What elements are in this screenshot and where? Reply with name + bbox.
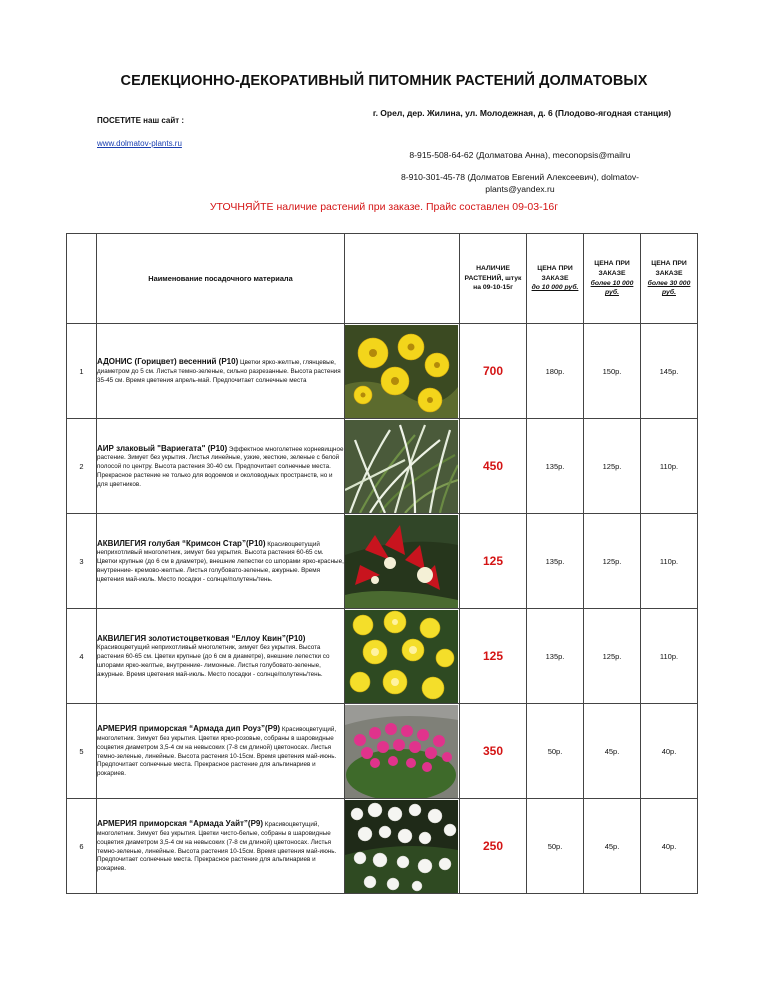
- stock-qty: 350: [460, 704, 527, 799]
- price-1: 180р.: [527, 324, 584, 419]
- row-description: [97, 419, 345, 514]
- price-3: 145р.: [641, 324, 698, 419]
- plant-desc: Красивоцветущий, многолетник. Зимует без укрытия. Цветки ярко-розовые, собраны в шаровидные соцветия диаметром 3,5-4 см на невысоких (7-8 см длиной) цветоносах. Листья темно-зеленые, линейные. Высота растения 10-15см. Время цветения май-июнь. Предпочитает солнечные места. Прекрасное растение для альпинариев и рокариев.: [97, 726, 337, 777]
- price-3: 110р.: [641, 514, 698, 609]
- header-price-1: [527, 234, 584, 324]
- row-description: [97, 514, 345, 609]
- row-number: 4: [67, 609, 97, 704]
- adonis-photo: [345, 324, 460, 419]
- plant-name: АРМЕРИЯ приморская “Армада дип Роуз”(Р9): [97, 724, 281, 734]
- armeria-pink-photo-image: [345, 705, 458, 798]
- header-price-1-sub: до 10 000 руб.: [531, 284, 579, 292]
- acorus-photo-image: [345, 420, 458, 513]
- table-header-row: [67, 234, 698, 324]
- price-table: [66, 233, 698, 894]
- price-2: 125р.: [584, 419, 641, 514]
- plant-desc: Красивоцветущий неприхотливый многолетник, зимует без укрытия. Высота растения 60-65 см. Цветки крупные (до 6 см в диаметре), внешние лепестки со шпорами ярко-красные, внутренние- кремово-желтые. Листья голубовато-зеленые, ажурные. Время цветения май-июль. Место посадки - солнце/полутень/тень.: [97, 540, 344, 583]
- contact-phone-1: 8-915-508-64-62 (Долматова Анна), meconopsis@mailru: [409, 150, 631, 160]
- aquilegia-yellow-photo: [345, 609, 460, 704]
- row-description: [97, 799, 345, 894]
- price-3: 40р.: [641, 799, 698, 894]
- header-name: Наименование посадочного материала: [97, 234, 345, 324]
- table-row: [67, 514, 698, 609]
- price-3: 110р.: [641, 609, 698, 704]
- row-description: [97, 704, 345, 799]
- header-price-2-sub: более 10 000 руб.: [590, 279, 634, 297]
- price-2: 150р.: [584, 324, 641, 419]
- price-3: 40р.: [641, 704, 698, 799]
- row-number: 2: [67, 419, 97, 514]
- price-3: 110р.: [641, 419, 698, 514]
- stock-qty: 700: [460, 324, 527, 419]
- armeria-white-photo: [345, 799, 460, 894]
- row-description: [97, 324, 345, 419]
- row-number: 3: [67, 514, 97, 609]
- website-link[interactable]: www.dolmatov-plants.ru: [97, 139, 182, 148]
- price-1: 135р.: [527, 419, 584, 514]
- price-2: 45р.: [584, 799, 641, 894]
- row-number: 1: [67, 324, 97, 419]
- contact-phone-2: 8-910-301-45-78 (Долматов Евгений Алексеевич), dolmatov-plants@yandex.ru: [400, 172, 640, 194]
- header-price-3-main: ЦЕНА ПРИ ЗАКАЗЕ: [651, 259, 687, 277]
- plant-desc: Эффектное многолетнее корневищное растение. Зимует без укрытия. Листья линейные, узкие, жесткие, зеленые с белой полосой по центру. Высота растения 30-40 см. Предпочитает солнечные места. Прекрасное растение не только для водоемов и околоводных пространств, но и для цветников.: [97, 445, 344, 488]
- price-2: 125р.: [584, 514, 641, 609]
- header-price-3-sub: более 30 000 руб.: [647, 279, 691, 297]
- armeria-pink-photo: [345, 704, 460, 799]
- price-1: 135р.: [527, 514, 584, 609]
- stock-qty: 250: [460, 799, 527, 894]
- stock-qty: 450: [460, 419, 527, 514]
- acorus-photo: [345, 419, 460, 514]
- armeria-white-photo-image: [345, 800, 458, 893]
- plant-desc: Красивоцветущий неприхотливый многолетник, зимует без укрытия. Высота растения 60-65 см. Цветки крупные (до 6 см в диаметре), внешние лепестки со шпорами ярко-желтые, внутренние- лимонные. Листья голубовато-зеленые, ажурные. Время цветения май-июль. Место посадки - солнце/полутень/тень.: [97, 644, 330, 678]
- row-number: 6: [67, 799, 97, 894]
- page-title: СЕЛЕКЦИОННО-ДЕКОРАТИВНЫЙ ПИТОМНИК РАСТЕНИЙ ДОЛМАТОВЫХ: [120, 73, 648, 89]
- header-price-2: [584, 234, 641, 324]
- header-num: [67, 234, 97, 324]
- aquilegia-red-photo-image: [345, 515, 458, 608]
- aquilegia-yellow-photo-image: [345, 610, 458, 703]
- aquilegia-red-photo: [345, 514, 460, 609]
- price-2: 125р.: [584, 609, 641, 704]
- address: г. Орел, дер. Жилина, ул. Молодежная, д. 6 (Плодово-ягодная станция): [372, 108, 672, 118]
- table-row: [67, 609, 698, 704]
- header-price-2-main: ЦЕНА ПРИ ЗАКАЗЕ: [594, 259, 630, 277]
- stock-qty: 125: [460, 609, 527, 704]
- plant-name: АКВИЛЕГИЯ золотистоцветковая “Еллоу Квин”(Р10): [97, 633, 306, 643]
- visit-label: ПОСЕТИТЕ наш сайт :: [97, 116, 185, 125]
- table-row: [67, 419, 698, 514]
- notice-text: УТОЧНЯЙТЕ наличие растений при заказе. Прайс составлен 09-03-16г: [209, 201, 559, 213]
- plant-desc: Цветки ярко-желтые, глянцевые, диаметром до 5 см. Листья темно-зеленые, сильно разрезанные. Высота растения 35-45 см. Время цветения апрель-май. Предпочитает солнечные места: [97, 359, 341, 384]
- header-photo: [345, 234, 460, 324]
- header-stock: НАЛИЧИЕ РАСТЕНИЙ, штук на 09-10-15г: [460, 234, 527, 324]
- price-1: 50р.: [527, 799, 584, 894]
- header-price-1-main: ЦЕНА ПРИ ЗАКАЗЕ: [537, 264, 573, 282]
- stock-qty: 125: [460, 514, 527, 609]
- plant-desc: Красивоцветущий, многолетник. Зимует без укрытия. Цветки чисто-белые, собраны в шаровидные соцветия диаметром 3,5-4 см на невысоких (7-8 см длиной) цветоносах. Листья темно-зеленые, линейные. Высота растения 10-15см. Время цветения май-июнь. Предпочитает солнечные места. Прекрасное растение для альпинариев и рокариев.: [97, 821, 337, 872]
- table-row: [67, 799, 698, 894]
- plant-name: АКВИЛЕГИЯ голубая “Кримсон Стар”(Р10): [97, 538, 266, 548]
- price-1: 50р.: [527, 704, 584, 799]
- price-1: 135р.: [527, 609, 584, 704]
- plant-name: АИР злаковый "Вариегата" (Р10): [97, 443, 228, 453]
- row-number: 5: [67, 704, 97, 799]
- plant-name: АРМЕРИЯ приморская “Армада Уайт”(Р9): [97, 819, 264, 829]
- row-description: [97, 609, 345, 704]
- header-price-3: [641, 234, 698, 324]
- plant-name: АДОНИС (Горицвет) весенний (Р10): [97, 357, 239, 367]
- price-2: 45р.: [584, 704, 641, 799]
- adonis-photo-image: [345, 325, 458, 418]
- table-row: [67, 324, 698, 419]
- table-row: [67, 704, 698, 799]
